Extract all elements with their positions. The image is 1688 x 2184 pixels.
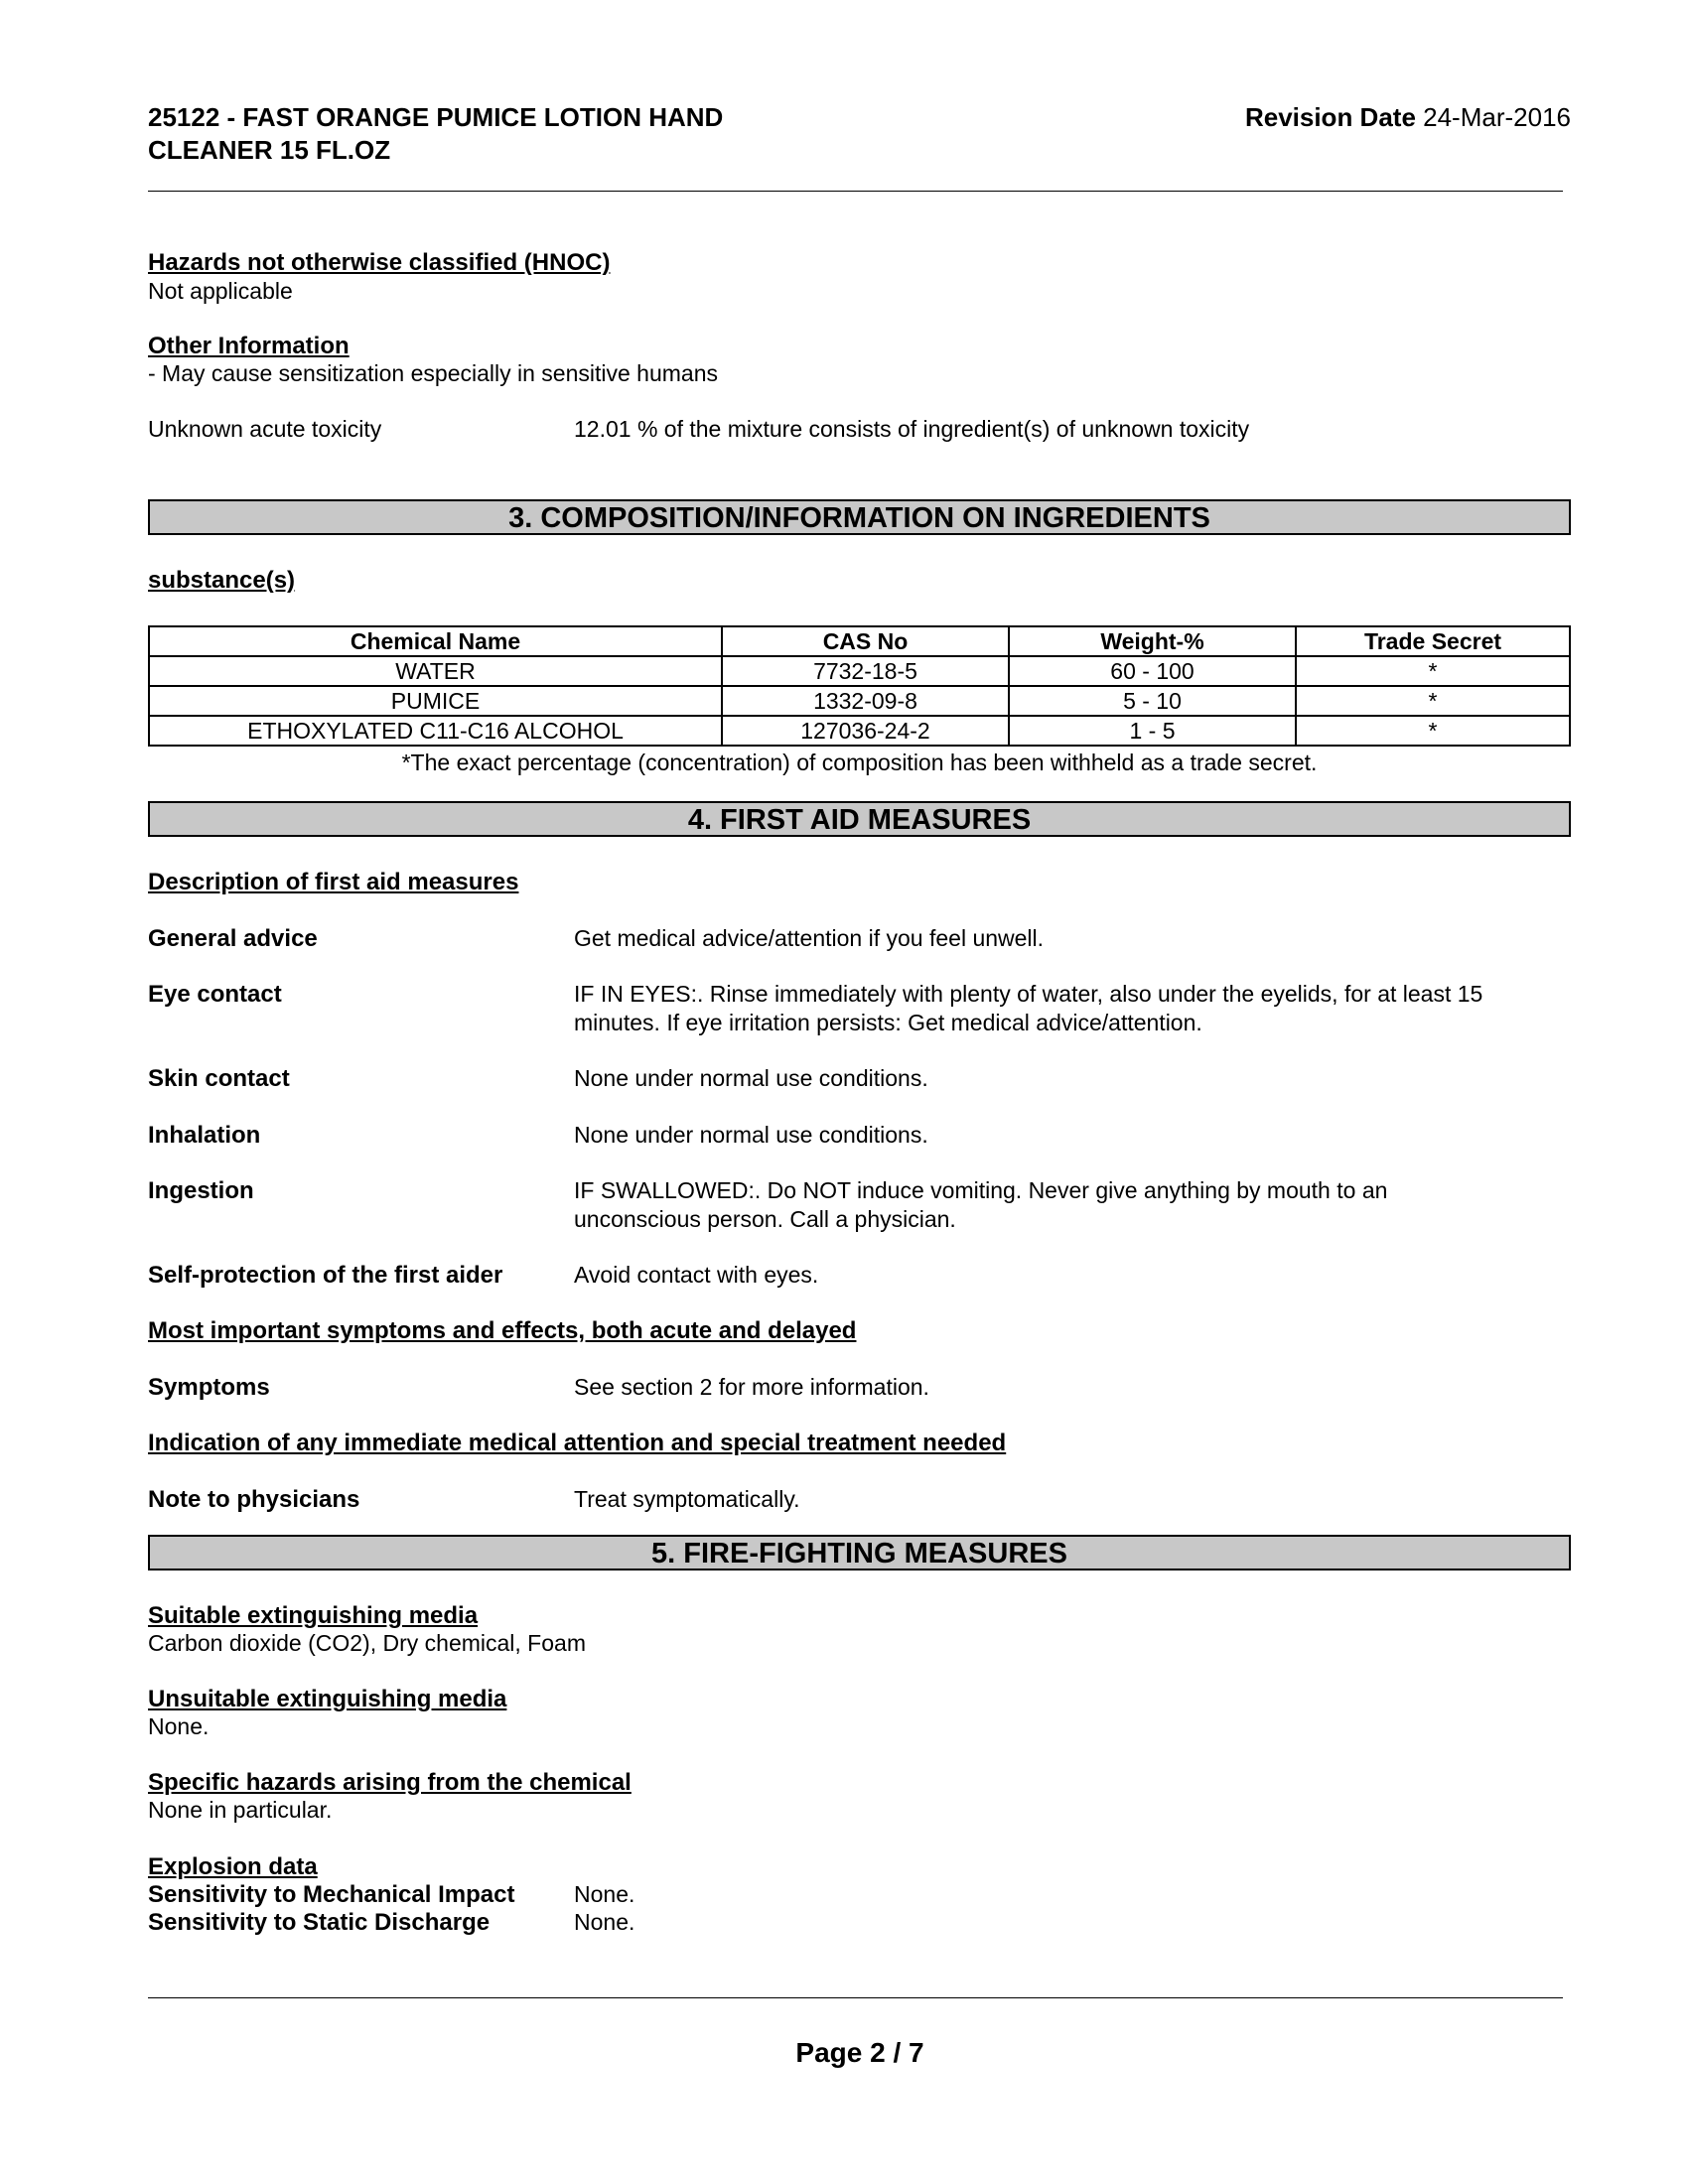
revision-date — [1245, 101, 1571, 134]
column-header-cas-no: CAS No — [722, 626, 1009, 656]
table-cell: * — [1296, 716, 1570, 746]
general-advice-value: Get medical advice/attention if you feel unwell. — [574, 925, 1045, 951]
mechanical-impact-value: None. — [574, 1881, 635, 1907]
specific-hazards-value: None in particular. — [148, 1797, 333, 1823]
column-header-chemical-name: Chemical Name — [149, 626, 722, 656]
specific-hazards-heading: Specific hazards arising from the chemical — [148, 1769, 632, 1796]
symptoms-label: Symptoms — [148, 1374, 270, 1401]
section-4-header: 4. FIRST AID MEASURES — [148, 801, 1571, 837]
table-row — [149, 716, 1570, 746]
ingestion-value — [574, 1176, 1567, 1234]
suitable-media-heading: Suitable extinguishing media — [148, 1602, 479, 1629]
eye-contact-value — [574, 980, 1567, 1037]
column-header-weight: Weight-% — [1009, 626, 1296, 656]
eye-contact-value-line2: minutes. If eye irritation persists: Get medical advice/attention. — [574, 1010, 1202, 1035]
first-aid-description-heading: Description of first aid measures — [148, 869, 519, 895]
table-cell: PUMICE — [149, 686, 722, 716]
unsuitable-media-heading: Unsuitable extinguishing media — [148, 1686, 507, 1712]
column-header-trade-secret: Trade Secret — [1296, 626, 1570, 656]
table-cell: * — [1296, 686, 1570, 716]
other-info-value: - May cause sensitization especially in sensitive humans — [148, 360, 718, 386]
note-to-physicians-label: Note to physicians — [148, 1486, 360, 1513]
indication-heading: Indication of any immediate medical attention and special treatment needed — [148, 1430, 1007, 1456]
substances-heading: substance(s) — [148, 567, 296, 594]
table-cell: 127036-24-2 — [722, 716, 1009, 746]
document-title-line2: CLEANER 15 FL.OZ — [148, 135, 391, 165]
table-row — [149, 656, 1570, 686]
section-3-header: 3. COMPOSITION/INFORMATION ON INGREDIENTS — [148, 499, 1571, 535]
eye-contact-label: Eye contact — [148, 981, 282, 1008]
table-cell: 60 - 100 — [1009, 656, 1296, 686]
acute-toxicity-label: Unknown acute toxicity — [148, 416, 382, 442]
symptoms-value: See section 2 for more information. — [574, 1374, 929, 1400]
revision-date-value: 24-Mar-2016 — [1423, 102, 1571, 132]
skin-contact-value: None under normal use conditions. — [574, 1065, 928, 1091]
hnoc-value: Not applicable — [148, 278, 293, 304]
self-protection-value: Avoid contact with eyes. — [574, 1262, 819, 1288]
section-5-header: 5. FIRE-FIGHTING MEASURES — [148, 1535, 1571, 1570]
note-to-physicians-value: Treat symptomatically. — [574, 1486, 800, 1512]
revision-date-label: Revision Date — [1244, 102, 1416, 132]
hnoc-heading: Hazards not otherwise classified (HNOC) — [148, 249, 611, 276]
table-header-row — [149, 626, 1570, 656]
self-protection-label: Self-protection of the first aider — [148, 1262, 503, 1289]
composition-table — [148, 625, 1571, 747]
static-discharge-label: Sensitivity to Static Discharge — [148, 1909, 491, 1936]
table-row — [149, 686, 1570, 716]
ingestion-value-line1: IF SWALLOWED:. Do NOT induce vomiting. Never give anything by mouth to an — [574, 1177, 1388, 1203]
table-cell: 7732-18-5 — [722, 656, 1009, 686]
inhalation-label: Inhalation — [148, 1122, 261, 1149]
ingestion-value-line2: unconscious person. Call a physician. — [574, 1206, 956, 1232]
other-info-heading: Other Information — [148, 333, 350, 359]
suitable-media-value: Carbon dioxide (CO2), Dry chemical, Foam — [148, 1630, 586, 1656]
mechanical-impact-label: Sensitivity to Mechanical Impact — [148, 1881, 515, 1908]
acute-toxicity-value: 12.01 % of the mixture consists of ingredient(s) of unknown toxicity — [574, 416, 1250, 442]
symptoms-heading: Most important symptoms and effects, both acute and delayed — [148, 1317, 857, 1344]
table-cell: * — [1296, 656, 1570, 686]
page-number: Page 2 / 7 — [795, 2037, 924, 2068]
trade-secret-footnote: *The exact percentage (concentration) of composition has been withheld as a trade secret. — [401, 750, 1318, 775]
ingestion-label: Ingestion — [148, 1177, 254, 1204]
table-cell: 1332-09-8 — [722, 686, 1009, 716]
header-divider — [148, 191, 1563, 192]
general-advice-label: General advice — [148, 925, 318, 952]
unsuitable-media-value: None. — [148, 1713, 210, 1739]
table-cell: WATER — [149, 656, 722, 686]
table-cell: 5 - 10 — [1009, 686, 1296, 716]
eye-contact-value-line1: IF IN EYES:. Rinse immediately with plenty of water, also under the eyelids, for at least 15 — [574, 981, 1483, 1007]
table-cell: ETHOXYLATED C11-C16 ALCOHOL — [149, 716, 722, 746]
static-discharge-value: None. — [574, 1909, 635, 1935]
document-title — [148, 101, 723, 167]
explosion-data-heading: Explosion data — [148, 1853, 318, 1880]
skin-contact-label: Skin contact — [148, 1065, 290, 1092]
footer-divider — [148, 1997, 1563, 1998]
inhalation-value: None under normal use conditions. — [574, 1122, 928, 1148]
document-title-line1: 25122 - FAST ORANGE PUMICE LOTION HAND — [148, 102, 724, 132]
table-cell: 1 - 5 — [1009, 716, 1296, 746]
